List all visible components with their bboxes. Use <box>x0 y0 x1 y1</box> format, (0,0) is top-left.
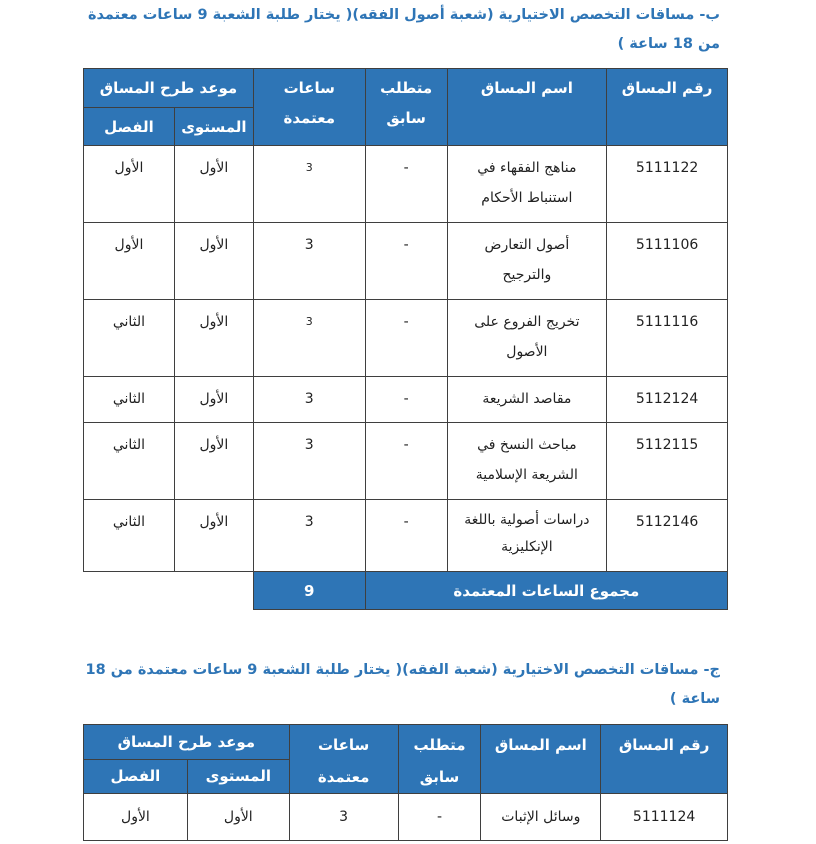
section-b-table <box>83 68 728 610</box>
course-no: 5111124 <box>601 794 728 841</box>
credit-hours: 3 <box>253 377 365 423</box>
header-course-no: رقم المساق <box>601 725 728 794</box>
header-prereq-line2: سابق <box>419 768 460 786</box>
level: الأول <box>174 223 253 300</box>
credit-hours: 3 <box>289 794 398 841</box>
total-value: 9 <box>253 572 365 610</box>
header-prereq-line1: متطلب <box>380 79 433 97</box>
section-c-heading <box>80 656 720 714</box>
course-no: 5111116 <box>607 300 728 377</box>
section-b-heading-line1: ب- مساقات التخصص الاختيارية (شعبة أصول الفقه)( يختار طلبة الشعبة 9 ساعات معتمدة <box>88 7 720 23</box>
header-semester: الفصل <box>84 759 188 794</box>
section-c-heading-line2: ساعة ) <box>669 691 720 707</box>
course-name-line1: مباحث النسخ في <box>477 437 577 453</box>
course-name-line2: استنباط الأحكام <box>481 190 573 206</box>
prereq: - <box>365 500 447 572</box>
prereq: - <box>365 223 447 300</box>
prereq: - <box>365 146 447 223</box>
course-no: 5112115 <box>607 423 728 500</box>
course-name-line1: أصول التعارض <box>484 237 570 253</box>
semester: الثاني <box>84 300 175 377</box>
credit-hours: 3 <box>253 223 365 300</box>
level: الأول <box>174 500 253 572</box>
prereq: - <box>398 794 481 841</box>
header-course-name: اسم المساق <box>447 69 607 146</box>
course-name <box>447 300 607 377</box>
header-prereq <box>398 725 481 794</box>
course-name-line1: تخريج الفروع على <box>474 314 580 330</box>
header-prereq-line2: سابق <box>386 109 426 127</box>
level: الأول <box>174 423 253 500</box>
semester: الثاني <box>84 423 175 500</box>
course-name <box>447 500 607 572</box>
header-prereq <box>365 69 447 146</box>
header-hours-line2: معتمدة <box>317 768 370 786</box>
semester: الأول <box>84 223 175 300</box>
table-row <box>84 423 728 500</box>
semester: الأول <box>84 794 188 841</box>
table-row <box>84 146 728 223</box>
header-schedule: موعد طرح المساق <box>84 725 290 760</box>
course-name-line1: مناهج الفقهاء في <box>477 160 577 176</box>
level: الأول <box>174 300 253 377</box>
course-name-line2: الإنكليزية <box>501 539 553 555</box>
table-row <box>84 223 728 300</box>
total-label: مجموع الساعات المعتمدة <box>365 572 727 610</box>
table-row <box>84 300 728 377</box>
section-b-heading-line2: من 18 ساعة ) <box>617 36 720 52</box>
course-name: وسائل الإثبات <box>481 794 601 841</box>
course-name <box>447 146 607 223</box>
course-name <box>447 423 607 500</box>
course-name <box>447 223 607 300</box>
semester: الثاني <box>84 500 175 572</box>
semester: الثاني <box>84 377 175 423</box>
header-course-name: اسم المساق <box>481 725 601 794</box>
section-c-table <box>83 724 728 841</box>
course-name-line2: والترجيح <box>502 267 552 283</box>
header-schedule: موعد طرح المساق <box>84 69 254 108</box>
course-no: 5111106 <box>607 223 728 300</box>
level: الأول <box>174 377 253 423</box>
level: الأول <box>174 146 253 223</box>
header-hours-line2: معتمدة <box>283 109 335 127</box>
table-row <box>84 377 728 423</box>
header-hours <box>289 725 398 794</box>
course-name-line2: الأصول <box>506 344 548 360</box>
credit-hours: 3 <box>253 300 365 377</box>
credit-hours: 3 <box>253 500 365 572</box>
course-no: 5112124 <box>607 377 728 423</box>
course-name-line2: الشريعة الإسلامية <box>475 467 578 483</box>
header-prereq-line1: متطلب <box>413 736 466 754</box>
credit-hours: 3 <box>253 146 365 223</box>
course-name: مقاصد الشريعة <box>447 377 607 423</box>
section-c-heading-line1: ج- مساقات التخصص الاختيارية (شعبة الفقه)( يختار طلبة الشعبة 9 ساعات معتمدة من 18 <box>85 662 720 678</box>
course-no: 5112146 <box>607 500 728 572</box>
header-hours <box>253 69 365 146</box>
level: الأول <box>187 794 289 841</box>
header-semester: الفصل <box>84 108 175 146</box>
table-row <box>84 794 728 841</box>
prereq: - <box>365 300 447 377</box>
section-b-heading <box>80 1 720 59</box>
header-hours-line1: ساعات <box>283 79 335 97</box>
total-blank-cell <box>84 572 254 610</box>
semester: الأول <box>84 146 175 223</box>
prereq: - <box>365 423 447 500</box>
course-name-line1: دراسات أصولية باللغة <box>464 512 590 528</box>
table-row <box>84 500 728 572</box>
header-level: المستوى <box>187 759 289 794</box>
prereq: - <box>365 377 447 423</box>
credit-hours: 3 <box>253 423 365 500</box>
header-hours-line1: ساعات <box>317 736 370 754</box>
total-row <box>84 572 728 610</box>
course-no: 5111122 <box>607 146 728 223</box>
header-course-no: رقم المساق <box>607 69 728 146</box>
header-level: المستوى <box>174 108 253 146</box>
